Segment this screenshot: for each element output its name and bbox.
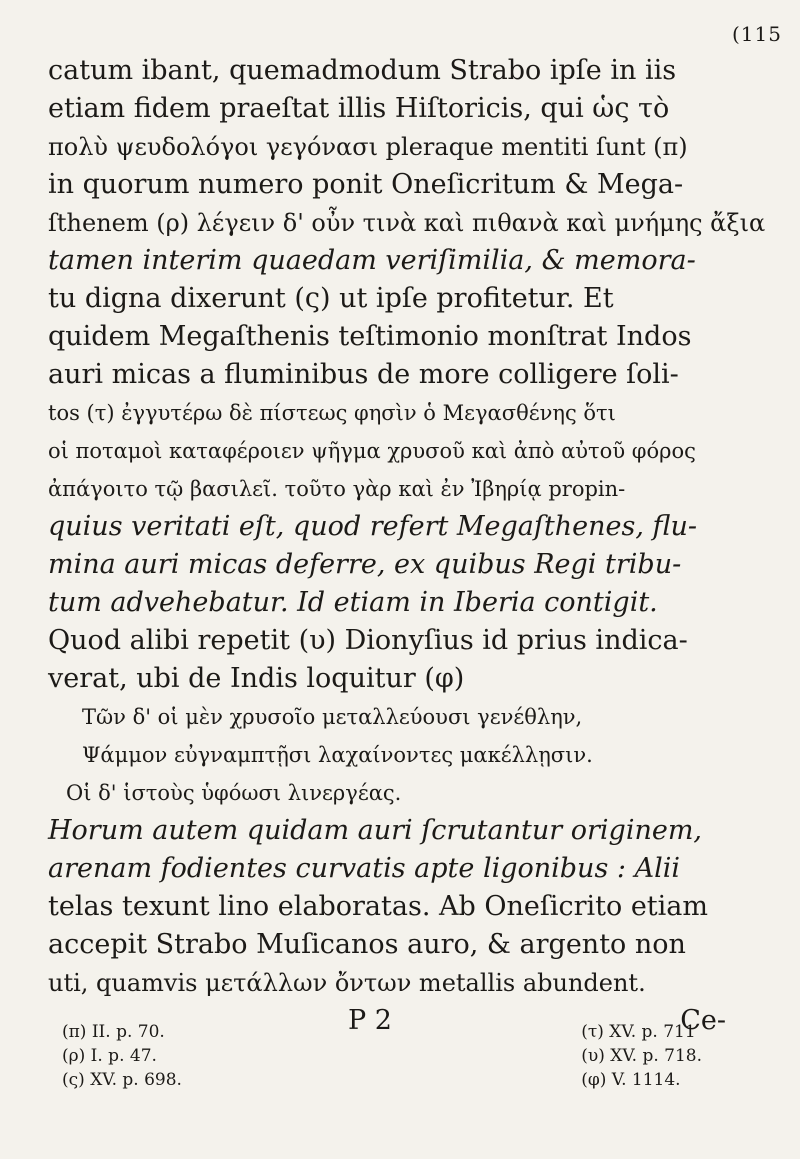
text-line: οἱ ποταμοὶ καταφέροιεν ψῆγμα χρυσοῦ καὶ ἀπὸ αὐτοῦ φόρος — [48, 439, 696, 463]
text-line: verat, ubi de Indis loquitur (φ) — [48, 663, 465, 694]
text-line: accepit Strabo Muſicanos auro, & argento non — [48, 929, 686, 960]
text-line: catum ibant, quemadmodum Strabo ipſe in iis — [48, 55, 677, 86]
verse-line: Ψάμμον εὐγναμπτῇσι λαχαίνοντες μακέλλῃσιν. — [82, 743, 593, 767]
text-line: etiam fidem praeſtat illis Hiſtoricis, qui ὡς τὸ — [48, 93, 670, 124]
text-line: tamen interim quaedam veriſimilia, & memora- — [48, 245, 696, 276]
footnotes-right — [581, 1020, 702, 1092]
text-line: Horum autem quidam auri ſcrutantur originem, — [48, 815, 703, 846]
text-line: arenam fodientes curvatis apte ligonibus : Alii — [48, 853, 680, 884]
footnote: (ρ) I. p. 47. — [62, 1046, 157, 1066]
footnote: (π) II. p. 70. — [62, 1022, 165, 1042]
verse-line: Οἱ δ' ἱστοὺς ὑφόωσι λινεργέας. — [66, 781, 402, 805]
footnotes-left — [62, 1020, 182, 1092]
text-line: tum advehebatur. Id etiam in Iberia contigit. — [48, 587, 658, 618]
footnote: (ς) XV. p. 698. — [62, 1070, 182, 1090]
page-number: (115 — [732, 22, 782, 46]
text-line: ſthenem (ρ) λέγειν δ' οὖν τινὰ καὶ πιθανὰ καὶ μνήμης ἄξια — [48, 209, 766, 237]
text-line: tu digna dixerunt (ς) ut ipſe profitetur. Et — [48, 283, 614, 314]
footnotes — [62, 1020, 702, 1092]
footnote: (φ) V. 1114. — [581, 1070, 681, 1090]
text-line: πολὺ ψευδολόγοι γεγόνασι pleraque mentiti ſunt (π) — [48, 133, 688, 161]
text-line: in quorum numero ponit Oneſicritum & Mega- — [48, 169, 684, 200]
text-line: tos (τ) ἐγγυτέρω δὲ πίστεως φησὶν ὁ Μεγασθένης ὅτι — [48, 401, 616, 425]
footnote: (υ) XV. p. 718. — [581, 1046, 702, 1066]
text-line: quidem Megaſthenis teſtimonio monſtrat Indos — [48, 321, 692, 352]
catchword: Ce- — [680, 1005, 726, 1036]
signature-mark: P 2 — [348, 1005, 392, 1036]
main-text — [48, 52, 766, 1040]
text-line: ἀπάγοιτο τῷ βασιλεῖ. τοῦτο γὰρ καὶ ἐν Ἰβηρίᾳ propin- — [48, 477, 626, 501]
footnote: (τ) XV. p. 711 — [581, 1022, 696, 1042]
text-line: telas texunt lino elaboratas. Ab Oneſicrito etiam — [48, 891, 708, 922]
text-line: mina auri micas deferre, ex quibus Regi tribu- — [48, 549, 682, 580]
verse-line: Τῶν δ' οἱ μὲν χρυσοῖο μεταλλεύουσι γενέθλην, — [82, 705, 583, 729]
text-line: Quod alibi repetit (υ) Dionyſius id prius indica- — [48, 625, 688, 656]
text-line: quius veritati eſt, quod refert Megaſthenes, flu- — [48, 511, 698, 542]
text-line: uti, quamvis μετάλλων ὄντων metallis abundent. — [48, 969, 646, 997]
text-line: auri micas a fluminibus de more colligere ſoli- — [48, 359, 679, 390]
